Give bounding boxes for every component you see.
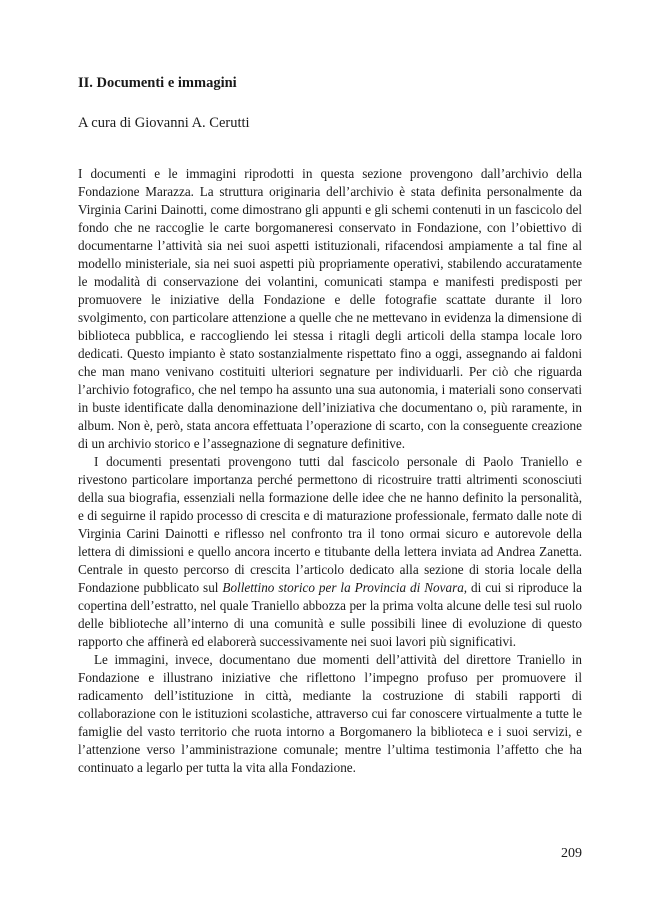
paragraph-2 (78, 453, 582, 651)
book-page (78, 0, 582, 918)
paragraph-2-text-end: di cui si riproduce la copertina dell’estratto, nel quale Traniello abbozza per la prima volta alcune delle tesi sul ruolo delle biblioteche all’interno di una comunità e sulle possibili linee di evoluzione di questo rapporto che affinerà ed elaborerà successivamente nei suoi lavori più significativi. (78, 580, 582, 649)
journal-title: Bollettino storico per la Provincia di Novara, (222, 580, 468, 595)
paragraph-2-text-start: I documenti presentati provengono tutti dal fascicolo personale di Paolo Traniello e rivestono particolare importanza perché permettono di ricostruire tratti altrimenti sconosciuti della sua biografia, essenziali nella formazione delle idee che ne hanno definito la personalità, e di seguirne il rapido processo di crescita e di maturazione professionale, fermato dalle note di Virginia Carini Dainotti e riflesso nel confronto tra il tono ormai sicuro e autorevole della lettera di dimissioni e quello ancora incerto e titubante della lettera inviata ad Andrea Zanetta. Centrale in questo percorso di crescita l’articolo dedicato alla sezione di storia locale della Fondazione pubblicato sul (78, 454, 582, 595)
editor-credit: A cura di Giovanni A. Cerutti (78, 115, 250, 131)
page-number: 209 (561, 846, 582, 861)
body-text (78, 165, 582, 777)
paragraph-3: Le immagini, invece, documentano due momenti dell’attività del direttore Traniello in Fondazione e illustrano iniziative che riflettono l’impegno profuso per promuovere il radicamento dell’istituzione in città, mediante la costruzione di stabili rapporti di collaborazione con le istituzioni scolastiche, attraverso cui far conoscere virtualmente a tutte le famiglie del vasto territorio che ruota intorno a Borgomanero la biblioteca e i suoi servizi, e l’attenzione verso l’amministrazione comunale; mentre l’ultima testimonia l’affetto che ha continuato a legarlo per tutta la vita alla Fondazione. (78, 652, 582, 775)
paragraph-1: I documenti e le immagini riprodotti in questa sezione provengono dall’archivio della Fondazione Marazza. La struttura originaria dell’archivio è stata definita personalmente da Virginia Carini Dainotti, come dimostrano gli appunti e gli schemi contenuti in un fascicolo del fondo che ne raccoglie le carte borgomaneresi conservato in Fondazione, con l’obiettivo di documentarne l’attività sia nei suoi aspetti istituzionali, rifacendosi ampiamente a tal fine al modello ministeriale, sia nei suoi aspetti più propriamente operativi, stabilendo accuratamente le modalità di conservazione dei volantini, comunicati stampa e manifesti predisposti per promuovere le iniziative della Fondazione e delle fotografie scattate durante il loro svolgimento, con particolare attenzione a quelle che ne mettevano in evidenza la dimensione di biblioteca pubblica, e raccogliendo lei stessa i ritagli degli articoli della stampa locale loro dedicati. Questo impianto è stato sostanzialmente rispettato fino a oggi, assegnando ai faldoni che man mano venivano costituiti ulteriori segnature per individuarli. Per ciò che riguarda l’archivio fotografico, che nel tempo ha assunto una sua autonomia, i materiali sono conservati in buste identificate dalla denominazione dell’iniziativa che documentano o, più raramente, in album. Non è, però, stata ancora effettuata l’operazione di scarto, con la conseguente creazione di un archivio storico e l’assegnazione di segnature definitive. (78, 166, 582, 451)
section-title: II. Documenti e immagini (78, 75, 237, 91)
